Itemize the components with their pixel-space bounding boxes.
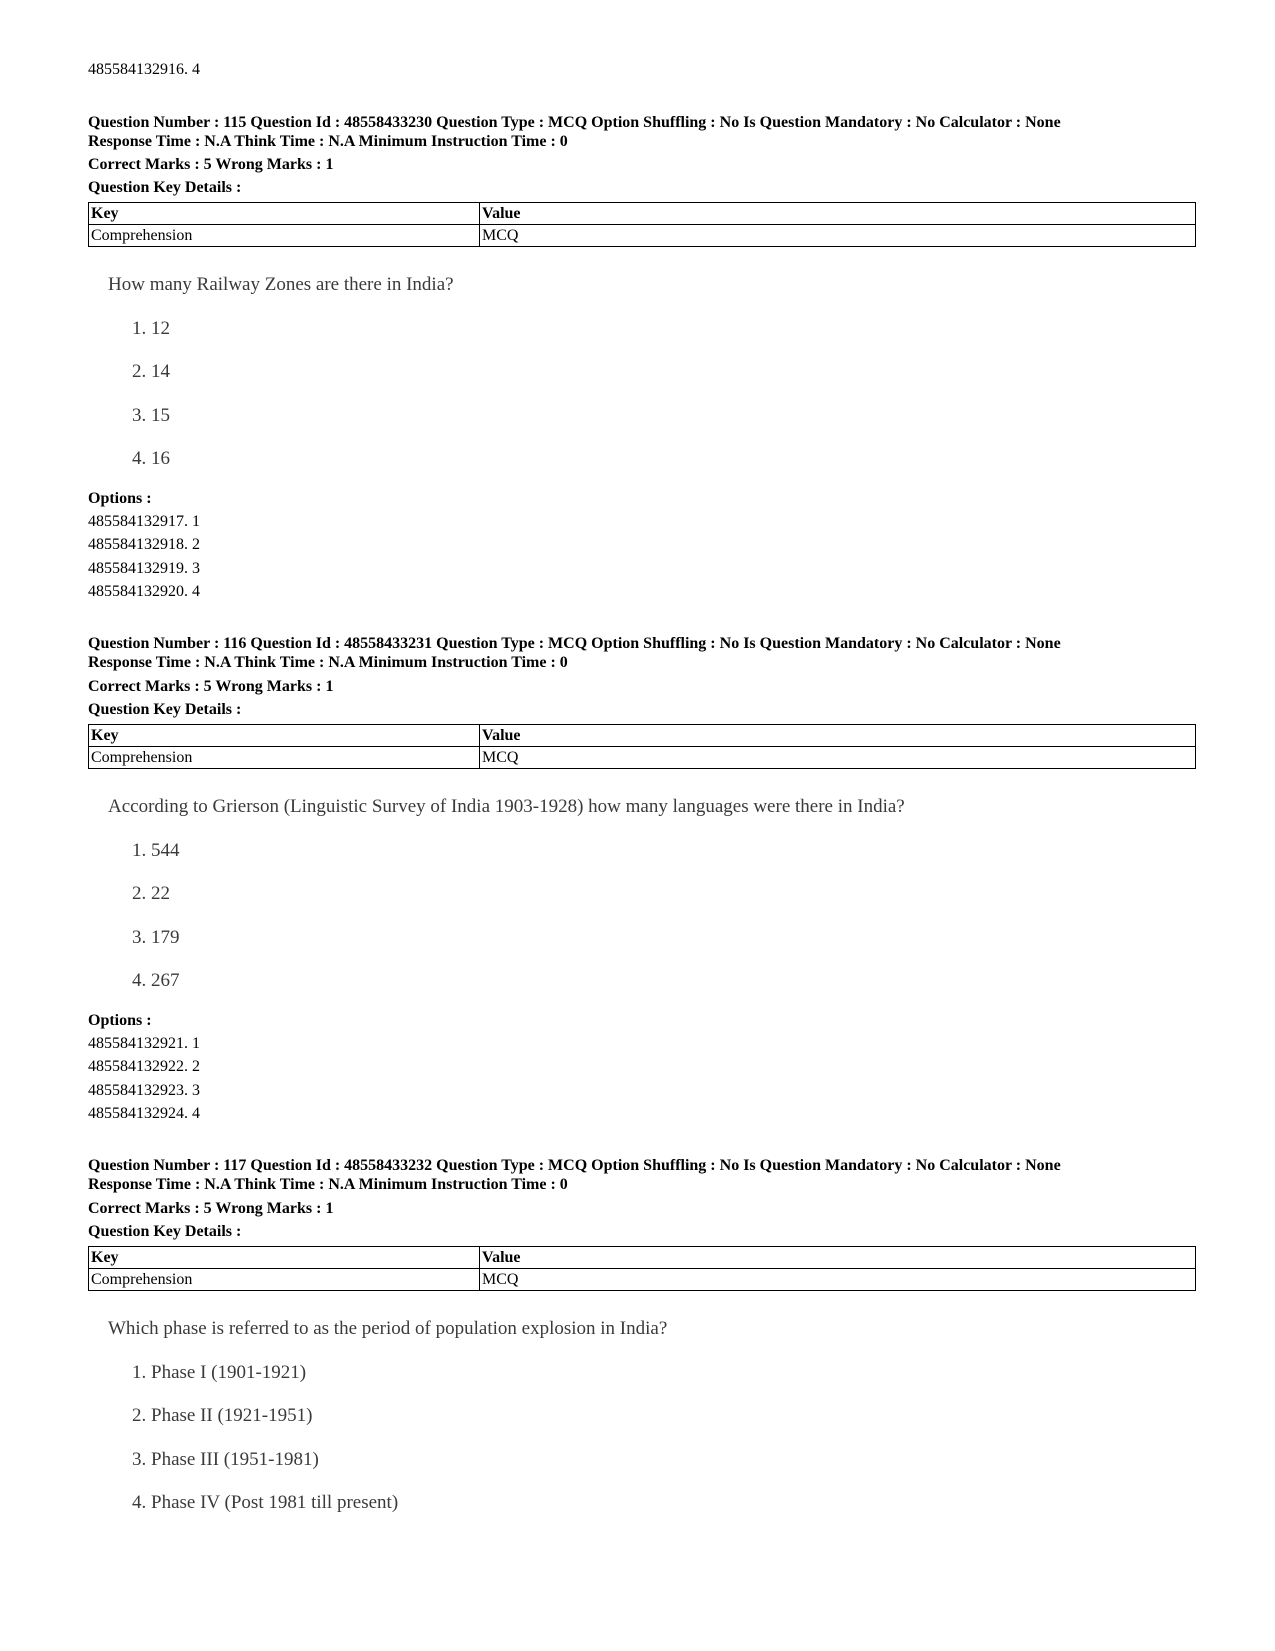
key-header: Key — [89, 203, 480, 225]
q117-meta-line-2: Response Time : N.A Think Time : N.A Minimum Instruction Time : 0 — [88, 1176, 568, 1193]
q116-choice-4: 4. 267 — [132, 970, 180, 991]
value-header: Value — [480, 1247, 1196, 1269]
q115-marks: Correct Marks : 5 Wrong Marks : 1 — [88, 156, 334, 173]
q115-choice-2: 2. 14 — [132, 361, 170, 382]
q116-choice-2: 2. 22 — [132, 883, 170, 904]
q116-marks: Correct Marks : 5 Wrong Marks : 1 — [88, 678, 334, 695]
key-header: Key — [89, 725, 480, 747]
q115-meta-line-2: Response Time : N.A Think Time : N.A Minimum Instruction Time : 0 — [88, 133, 568, 150]
q116-key-table — [88, 724, 1196, 769]
value-header: Value — [480, 203, 1196, 225]
q115-key-table — [88, 202, 1196, 247]
q115-choice-4: 4. 16 — [132, 448, 170, 469]
key-cell: Comprehension — [89, 1269, 480, 1291]
q117-key-details-label: Question Key Details : — [88, 1223, 242, 1240]
table-header-row — [89, 203, 1196, 225]
q116-meta-line-1: Question Number : 116 Question Id : 48558433231 Question Type : MCQ Option Shuffling : No Is Question Mandatory : No Calculator : None — [88, 635, 1061, 652]
value-cell: MCQ — [480, 747, 1196, 769]
q116-meta-line-2: Response Time : N.A Think Time : N.A Minimum Instruction Time : 0 — [88, 654, 568, 671]
q117-choice-4: 4. Phase IV (Post 1981 till present) — [132, 1492, 399, 1513]
table-header-row — [89, 725, 1196, 747]
q116-option-id-1: 485584132921. 1 — [88, 1035, 200, 1052]
value-cell: MCQ — [480, 225, 1196, 247]
q115-option-id-3: 485584132919. 3 — [88, 560, 200, 577]
table-row — [89, 225, 1196, 247]
q117-meta-line-1: Question Number : 117 Question Id : 48558433232 Question Type : MCQ Option Shuffling : No Is Question Mandatory : No Calculator : None — [88, 1157, 1061, 1174]
q116-choice-1: 1. 544 — [132, 840, 180, 861]
q116-key-details-label: Question Key Details : — [88, 701, 242, 718]
q116-choice-3: 3. 179 — [132, 927, 180, 948]
q117-question-text: Which phase is referred to as the period of population explosion in India? — [108, 1318, 668, 1339]
q116-options-label: Options : — [88, 1012, 152, 1029]
previous-option-line: 485584132916. 4 — [88, 61, 200, 78]
q115-choice-1: 1. 12 — [132, 318, 170, 339]
key-header: Key — [89, 1247, 480, 1269]
q115-key-details-label: Question Key Details : — [88, 179, 242, 196]
q116-option-id-3: 485584132923. 3 — [88, 1082, 200, 1099]
q117-marks: Correct Marks : 5 Wrong Marks : 1 — [88, 1200, 334, 1217]
key-cell: Comprehension — [89, 747, 480, 769]
q116-option-id-2: 485584132922. 2 — [88, 1058, 200, 1075]
q116-question-text: According to Grierson (Linguistic Survey of India 1903-1928) how many languages were there in India? — [108, 796, 905, 817]
q116-option-id-4: 485584132924. 4 — [88, 1105, 200, 1122]
q115-question-text: How many Railway Zones are there in India? — [108, 274, 454, 295]
q115-option-id-2: 485584132918. 2 — [88, 536, 200, 553]
q115-options-label: Options : — [88, 490, 152, 507]
value-header: Value — [480, 725, 1196, 747]
table-header-row — [89, 1247, 1196, 1269]
q115-meta-line-1: Question Number : 115 Question Id : 48558433230 Question Type : MCQ Option Shuffling : No Is Question Mandatory : No Calculator : None — [88, 114, 1061, 131]
table-row — [89, 747, 1196, 769]
q115-option-id-4: 485584132920. 4 — [88, 583, 200, 600]
value-cell: MCQ — [480, 1269, 1196, 1291]
q117-choice-2: 2. Phase II (1921-1951) — [132, 1405, 313, 1426]
q115-choice-3: 3. 15 — [132, 405, 170, 426]
key-cell: Comprehension — [89, 225, 480, 247]
q117-choice-3: 3. Phase III (1951-1981) — [132, 1449, 319, 1470]
q117-choice-1: 1. Phase I (1901-1921) — [132, 1362, 307, 1383]
q117-key-table — [88, 1246, 1196, 1291]
q115-option-id-1: 485584132917. 1 — [88, 513, 200, 530]
table-row — [89, 1269, 1196, 1291]
